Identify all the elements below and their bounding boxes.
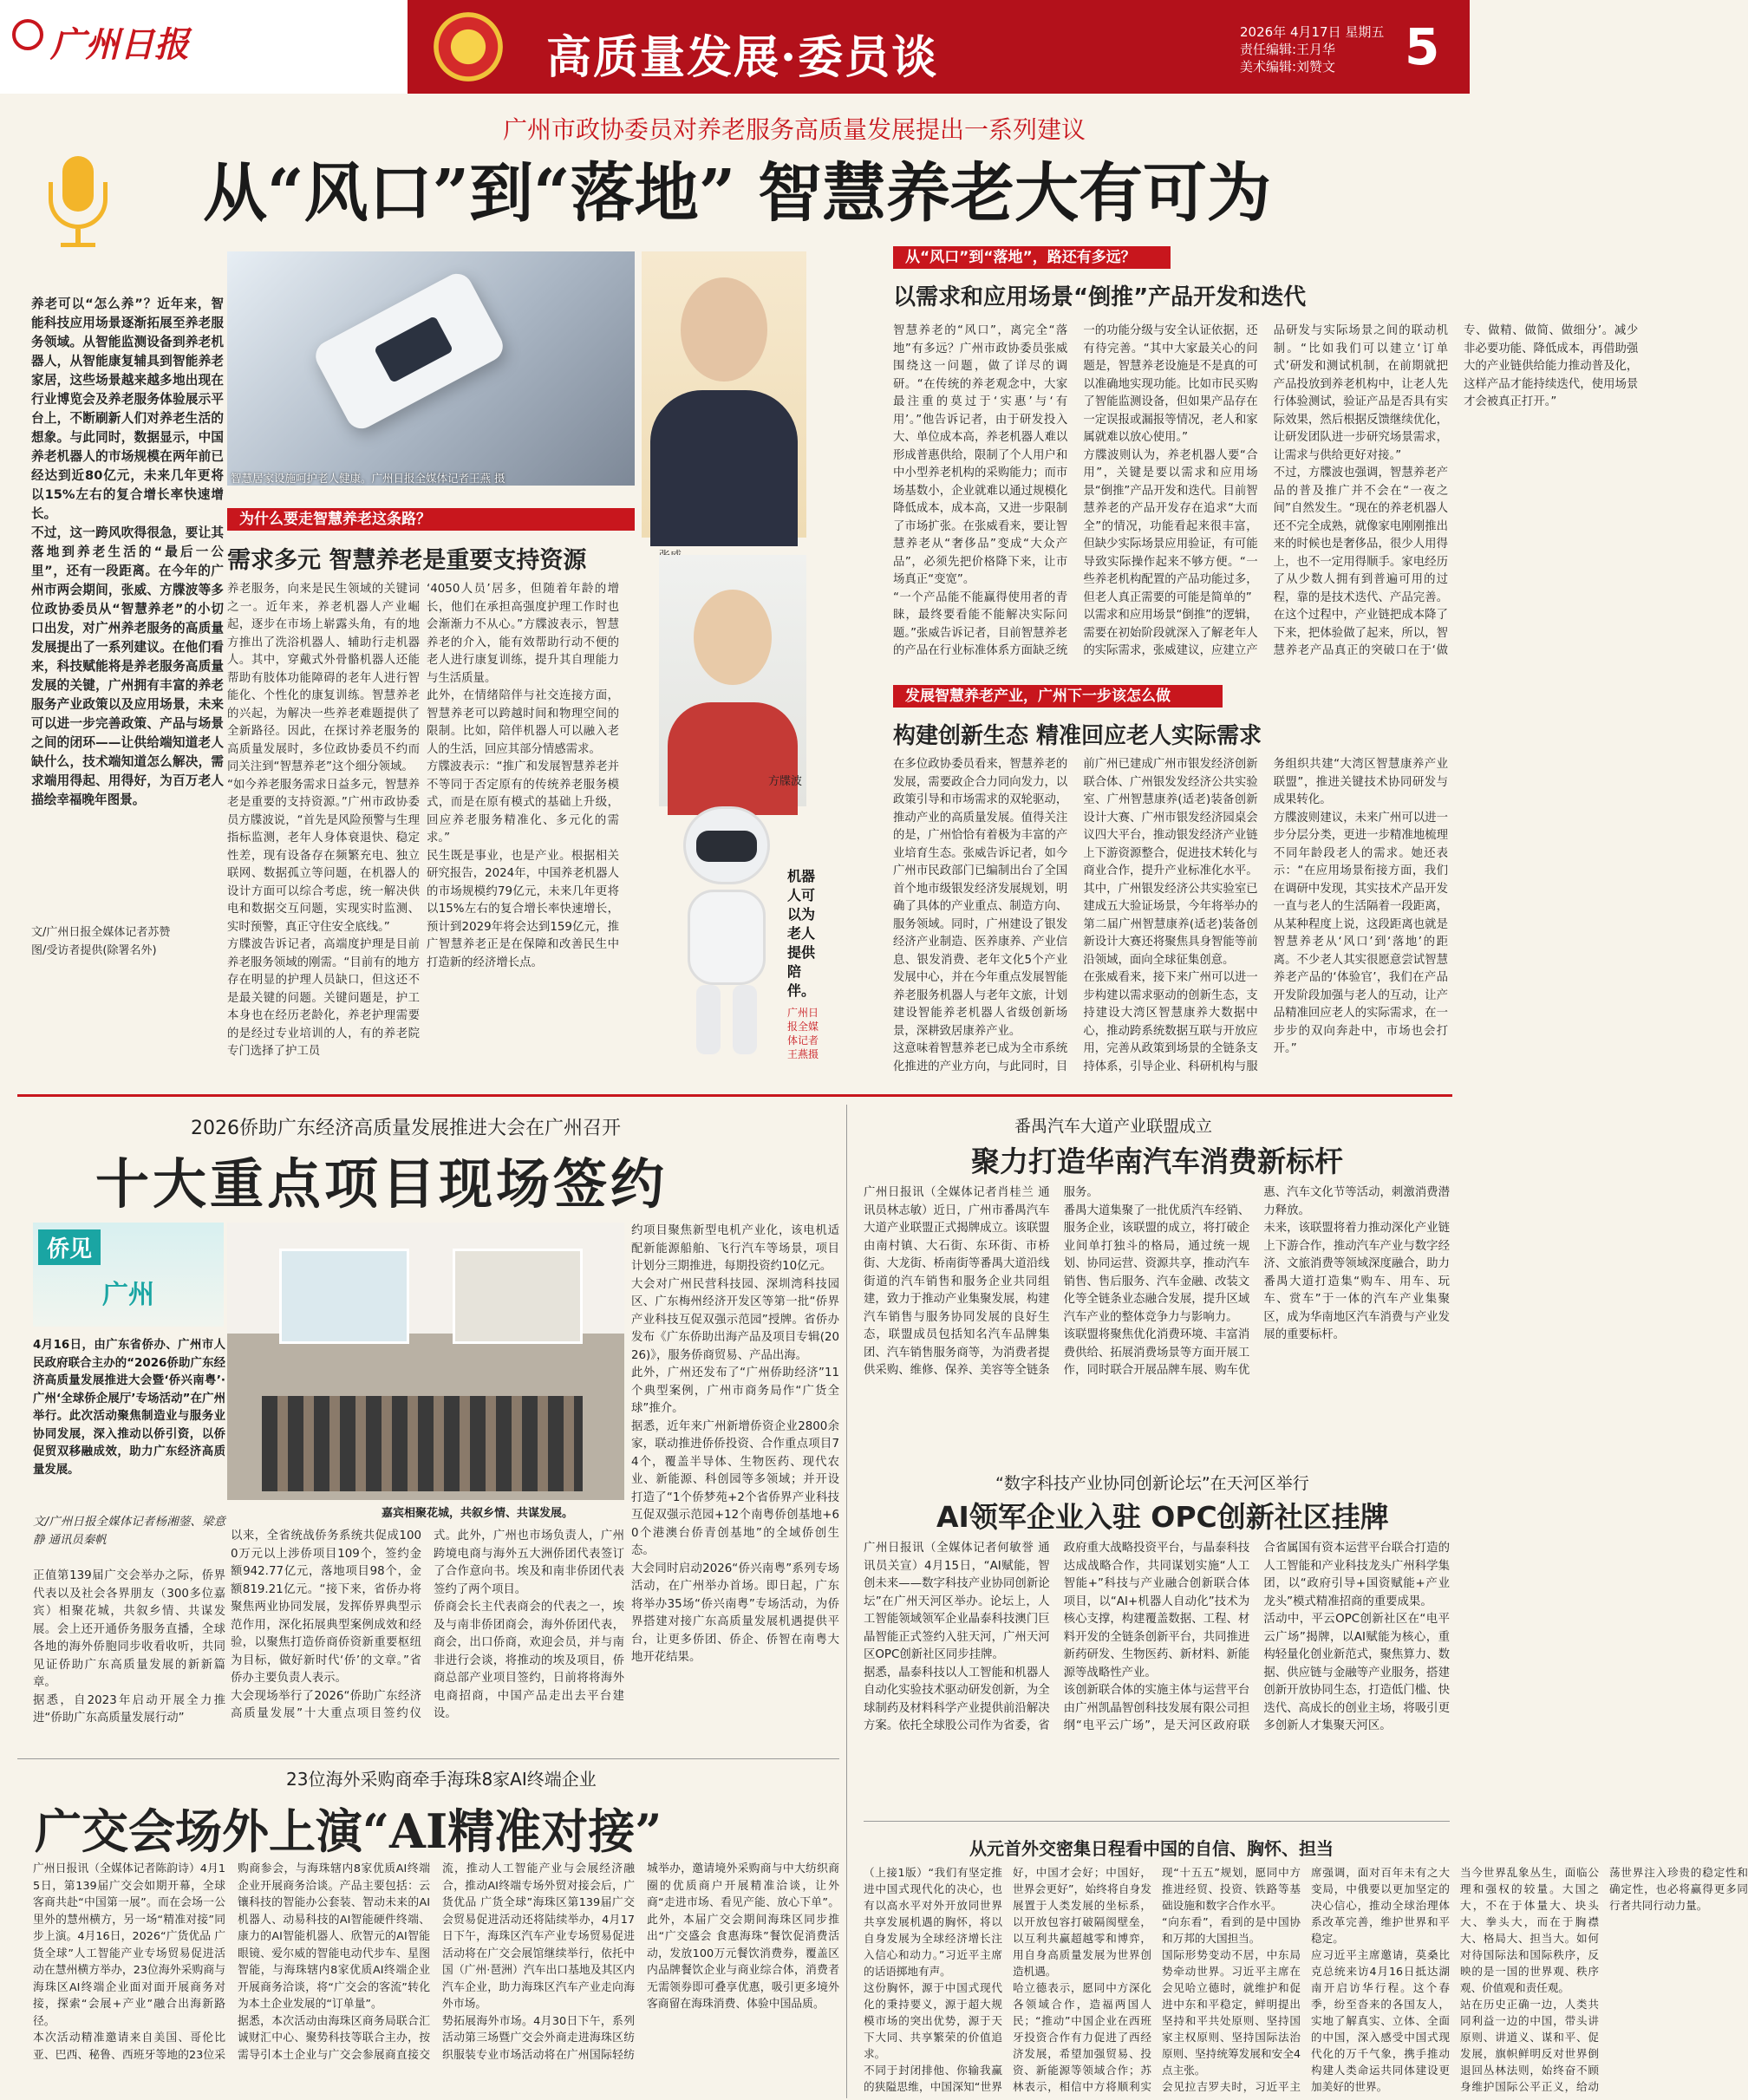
portrait-zhangwei: [642, 251, 806, 538]
smart-home-photo: [227, 251, 635, 486]
newspaper-logo: 广州日报: [50, 24, 189, 65]
section2-body: 智慧养老的“风口”，离完全“落地”有多远？广州市政协委员张威围绕这一问题，做了详尽的调研。“在传统的养老观念中，大家最注重的莫过于‘实惠’与‘有用’。”他告诉记者，由于研发投入大、单位成本高，养老机器人难以形成普惠供给，限制了个人用户和中小型养老机构的采购能力；而市场基数小，企业就难以通过规模化降低成本，成本高，又进一步限制了市场扩张。在张威看来，要让智慧养老从“奢侈品”变成“大众产品”，必须先把价格降下来，让市场真正“变宽”。 “一个产品能不能赢得使用者的青睐，最终要看能不能解决实际问题。”张威告诉记者，目前智慧养老的产品在行业标准体系方面缺乏统一的功能分级与安全认证依据，还有待完善。“其中大家最关心的问题是，智慧养老设施是不是真的可以准确地实现功能。比如市民买购了智能监测设备，但如果产品存在一定误报或漏报等情况，老人和家属就难以放心使用。” 方牒波则认为，养老机器人要“合用”，关键是要以需求和应用场景“倒推”产品开发和迭代。目前智慧养老的产品开发存在追求“大而全”的情况，功能看起来很丰富，但缺少实际场景应用验证，有可能导致实际操作起来不够方便。“一些养老机构配置的产品功能过多，但老人真正需要的可能是简单的” 以需求和应用场景“倒推”的逻辑，需要在初始阶段就深入了解老年人的实际需求，张威建议，应建立产品研发与实际场景之间的联动机制。“比如我们可以建立‘订单式’研发和测试机制，在前期就把产品投放到养老机构中，让老人先行体验测试，验证产品是否具有实际效果，然后根据反馈继续优化，让研发团队进一步研究场景需求，让需求与供给更好对接。” 不过，方牒波也强调，智慧养老产品的普及推广并不会在“一夜之间”自然发生。“现在的养老机器人还不完全成熟，就像家电刚刚推出来的时候也是奢侈品，很少人用得上，也不一定用得顺手。家电经历了从少数人拥有到普遍可用的过程，靠的是技术迭代、产品完善。在这个过程中，产业链把成本降了下来，把体验做了起来，所以，智慧养老产品真正的突破口在于‘做专、做精、做简、做细分’。减少非必要功能、降低成本，再借助强大的产业链供给能力推动普及化，这样产品才能持续迭代，使用场景才会被真正打开。”: [893, 324, 1639, 657]
b1-badge: [33, 1223, 224, 1327]
b5-kicker: 23位海外采购商牵手海珠8家AI终端企业: [286, 1769, 597, 1790]
section2-tag: 从“风口”到“落地”，路还有多远？: [893, 246, 1171, 269]
b1-lead: 4月16日，由广东省侨办、广州市人民政府联合主办的“2026侨助广东经济高质量发展推进大会暨‘侨兴南粤’·广州‘全球侨企展厅’专场活动”在广州举行。此次活动聚焦制造业与服务业协同发展，深入推动以侨引资，以侨促贸双移融成效，助力广东经济高质量发展。: [33, 1339, 225, 1477]
b1-badge-label1: 侨见: [38, 1229, 101, 1265]
page-number: 5: [1405, 17, 1440, 76]
b5-body: 广州日报讯（全媒体记者陈韵诗）4月15日，第139届广交会如期开幕，全球客商共赴“中国第一展”。而在会场一公里外的慧州横方，另一场“精准对接”同步上演。4月16日，2026“广货优品 广货全球”人工智能产业专场贸易促进活动在慧州横方举办，23位海外采购商与海珠区AI终端企业面对面开展商务对接，探索“会展+产业”融合出海新路径。 本次活动精准邀请来自美国、哥伦比亚、巴西、秘鲁、西班牙等地的23位采购商参会，与海珠辖内8家优质AI终端企业开展商务洽谈。产品主要包括：云镶科技的智能办公套装、智动未来的AI机器人、动易科技的AI智能硬件终端、康力的AI智能机器人、欣智元的AI智能眼镜、爱尔威的智能电动代步车、星图智能，与海珠辖内8家优质AI终端企业开展商务洽谈，将“广交会的客流”转化为本土企业发展的“订单量”。 据悉，本次活动由海珠区商务局联合汇诚财汇中心、聚势科技等联合主办，按需导引本土企业与广交会参展商直接交流，推动人工智能产业与会展经济融合，推动AI终端专场外贸对接会后，广货优品 广货全球”海珠区第139届广交会贸易促进活动还将陆续举办，4月17日下午，海珠区汽车产业专场贸易促进活动将在广交会展馆继续举行，依托中国（广州·琶洲）汽车出口基地及其区内汽车企业，助力海珠区汽车产业走向海外市场。 势拓展海外市场。4月30日下午，系列活动第三场暨广交会外商走进海珠区纺织服装专业市场活动将在广州国际轻纺城举办，邀请境外采购商与中大纺织商圈的优质商户开展精准洽谈，让外商“走进市场、看见产能、放心下单”。此外，本届广交会期间海珠区同步推出“广交盛会 食惠海珠”餐饮促消费活动，发放100万元餐饮消费券，覆盖区内品牌餐饮企业与商业综合体，消费者无需领券即可叠享优惠，吸引更多境外客商留在海珠消费、体验中国品质。: [33, 1862, 839, 2062]
section-title: 高质量发展·委员谈: [546, 31, 939, 84]
section3-heading: 构建创新生态 精准回应老人实际需求: [893, 723, 1262, 749]
robot-photo: [666, 806, 787, 1066]
robot-credit: 广州日报全媒体记者王燕摄: [787, 1007, 819, 1060]
b1-headline: 十大重点项目现场签约: [95, 1152, 669, 1216]
section3-body: 在多位政协委员看来，智慧养老的发展，需要政企合力同向发力，以政策引导和市场需求的双轮驱动，推动产业的高质量发展。值得关注的是，广州恰恰有着极为丰富的产业培育生态。张威告诉记者，如今广州市民政部门已编制出台了全国首个地市级银发经济发展规划，明确了具体的产业重点、制造方向、服务领域。同时，广州建设了银发经济产业制造、医养康养、产业信息、银发消费、老年文化5个产业发展中心，并在今年重点发展智能养老服务机器人与老年文旅，计划建设智能养老机器人省级创新场景，深耕致居康养产业。 这意味着智慧养老已成为全市系统化推进的产业方向，与此同时，目前广州已建成广州市银发经济创新联合体、广州银发发经济公共实验室、广州智慧康养(适老)装备创新设计大赛、广州市银发经济园桌会议四大平台，推动银发经济产业链上下游资源整合，促进技术转化与商业合作，提升产业标准化水平。其中，广州银发经济公共实验室已建成五大验证场景，今年将举办的第二届广州智慧康养(适老)装备创新设计大赛还将聚焦具身智能等前沿领域，面向全球征集创意。 在张威看来，接下来广州可以进一步构建以需求驱动的创新生态，支持建设大湾区智慧康养大数据中心，推动跨系统数据互联与开放应用，完善从政策到场景的全链条支持体系，引导企业、科研机构与服务组织共建“大湾区智慧康养产业联盟”，推进关键技术协同研发与成果转化。 方牒波则建议，未来广州可以进一步分层分类，更进一步精准地梳理不同年龄段老人的需求。她还表示：“在应用场景衔接方面，我们在调研中发现，其实技术产品开发一直与老人的生活隔着一段距离，从某种程度上说，这段距离也就是智慧养老从‘风口’到‘落地’的距离。不少老人其实很愿意尝试智慧养老产品的‘体验官’，我们在产品开发阶段加强与老人的互动，让产品精准回应老人的实际需求，在一步步的双向奔赴中，市场也会打开。”: [893, 758, 1448, 1073]
b2-kicker: 番禺汽车大道产业联盟成立: [1014, 1117, 1213, 1136]
portrait-fangdiebo: [659, 555, 806, 806]
section-band: [408, 0, 1470, 94]
b4-headline: 从元首外交密集日程看中国的自信、胸怀、担当: [969, 1838, 1334, 1859]
b1-photo-caption: 嘉宾相聚花城，共叙乡情、共谋发展。: [382, 1507, 574, 1520]
b2-headline: 聚力打造华南汽车消费新标杆: [971, 1145, 1343, 1178]
news-logo-icon: [12, 19, 43, 50]
divider-b5: [17, 1758, 839, 1759]
lead-intro: 养老可以“怎么养”？近年来，智能科技应用场景逐渐拓展至养老服务领域。从智能监测设备到养老机器人，从智能康复辅具到智能养老家居，这些场景越来越多地出现在行业博览会及养老服务体验展示平台上，不断刷新人们对养老生活的想象。与此同时，数据显示，中国养老机器人的市场规模在两年前已经达到近80亿元，未来几年更将以15%左右的复合增长率快速增长。 不过，这一跨风吹得很急，要让其落地到养老生活的“最后一公里”，还有一段距离。在今年的广州市两会期间，张威、方牒波等多位政协委员从“智慧养老”的小切口出发，对广州养老服务的高质量发展提出了一系列建议。在他们看来，科技赋能将是养老服务高质量发展的关键，广州拥有丰富的养老服务产业政策以及应用场景，未来可以进一步完善政策、产品与场景之间的闭环——让供给端知道老人缺什么，技术端知道怎么解决，需求端用得起、用得好，为百万老人描绘幸福晚年图景。: [31, 297, 224, 807]
masthead: [0, 0, 1470, 94]
divider-b4: [864, 1821, 1450, 1822]
robot-caption: 机器人可以为老人提供陪伴。: [787, 868, 816, 999]
b1-body-3: 约项目聚焦新型电机产业化，该电机适配新能源船舶、飞行汽车等场景，项目计划分三期推进，每期投资约10亿元。 大会对广州民营科技园、深圳湾科技园区、广东梅州经济开发区等第一批“侨界产业科技互促双强示范园”授牌。省侨办发布《广东侨助出海产品及项目专辑(2026)》，服务侨商贸易、产品出海。 此外，广州还发布了“广州侨助经济”11个典型案例，广州市商务局作“广货全球”推介。 据悉，近年来广州新增侨资企业2800余家，联动推进侨侨投资、合作重点项目74个，覆盖半导体、生物医药、现代农业、新能源、科创园等多领域；并开设打造了“1个侨梦苑+2个省侨界产业科技互促双强示范园+12个南粤侨创基地+60个港澳台侨青创基地”的全域侨创生态。 大会同时启动2026“侨兴南粤”系列专场活动，在广州举办首场。即日起，广东将举办35场“侨兴南粤”专场活动，为侨界搭建对接广东高质量发展机遇提供平台，让更多侨团、侨企、侨智在南粤大地开花结果。: [631, 1224, 839, 1664]
b1-badge-label2: 广州: [102, 1280, 154, 1310]
lead-headline: 从“风口”到“落地” 智慧养老大有可为: [203, 156, 1272, 231]
b1-body-1: 正值第139届广交会举办之际，侨界代表以及社会各界朋友（300多位嘉宾）相聚花城，共叙乡情、共谋发展。会上还开通侨务服务直播，全球各地的海外侨胞同步收看收听，共同见证侨助广东高质量发展的新新篇章。 据悉，自2023年启动开展全力推进“侨助广东高质量发展行动”: [33, 1569, 225, 1725]
art-editor: 美术编辑:刘赞文: [1240, 59, 1336, 75]
section1-heading: 需求多元 智慧养老是重要支持资源: [227, 547, 587, 574]
emblem-icon: [434, 12, 503, 82]
section1-body-a: 养老服务，向来是民生领域的关键词之一。近年来，养老机器人产业崛起，逐步在市场上崭露头角，有的地方推出了洗浴机器人、辅助行走机器人。其中，穿戴式外骨骼机器人还能帮助有肢体功能障碍的老年人进行智能化、个性化的康复训练。智慧养老的兴起，为解决一些养老难题提供了全新路径。因此，在探讨养老服务的高质量发展时，多位政协委员不约而同关注到“智慧养老”这个细分领域。 “如今养老服务需求日益多元，智慧养老是重要的支持资源。”广州市政协委员方牒波说，“首先是风险预警与生理指标监测，老年人身体衰退快、稳定性差，现有设备存在频繁充电、独立联网、数据孤立等问题，在机器人的设计方面可以综合考虑，统一解决供电和数据交互问题，实现实时监测、实时预警，真正守住安全底线。” 方牒波告诉记者，高端度护理是目前养老服务领域的刚需。“目前有的地方存在明显的护理人员缺口，但这还不是最关键的问题。关键问题是，护工本身也在经历老龄化，养老护理需要的是经过专业培训的人，有的养老院专门选择了护工员: [227, 583, 420, 1058]
microphone-icon: [35, 156, 121, 251]
responsible-editor: 责任编辑:王月华: [1240, 42, 1336, 57]
b3-headline: AI领军企业入驻 OPC创新社区挂牌: [936, 1500, 1389, 1534]
b4-body: （上接1版）“我们有坚定推进中国式现代化的决心，也有以高水平对外开放同世界共享发展机遇的胸怀，将以自身发展为全球经济增长注入信心和动力。”习近平主席的话语掷地有声。 这份胸怀，源于中国式现代化的秉持要义，源于超大规模市场的突出优势，源于天下大同、共享繁荣的价值追求。 不同于封闭排他、你输我赢的狭隘思维，中国深知“世界好，中国才会好；中国好，世界会更好”，始终将自身发展置于人类发展的坐标系，以开放包容打破隔阂壁垒，以互利共赢超越零和博弈，用自身高质量发展为世界创造机遇。 哈立德表示，愿同中方深化各领域合作，造福两国人民；“推动”中国企业在西班牙投资合作有力促进了西经济发展，希望加强贸易、投资、新能源等领域合作；苏林表示，相信中方将顺利实现“十五五”规划，愿同中方推进经贸、投资、铁路等基础设施和数字合作水平。 “向东看”，看到的是中国协和万邦的大国担当。 国际形势变动不居，中东局势牵动世界。习近平主席在会见哈立德时，就维护和促进中东和平稳定，鲜明提出坚持和平共处原则、坚持国家主权原则、坚持国际法治原则、坚持统筹发展和安全4点主张。 会见拉吉罗夫时，习近平主席强调，面对百年未有之大变局，中俄要以更加坚定的决心信心，推动全球治理体系改革完善，维护世界和平稳定。 应习近平主席邀请，莫桑比克总统来访4月16日抵达湖南开启访华行程。这个春季，纷至沓来的各国友人，实地了解真实、立体、全面的中国，深入感受中国式现代化的万千气象，携手推动构建人类命运共同体建设更加美好的世界。 当今世界乱象丛生，面临公理和强权的较量。大国之大，不在于体量大、块头大、拳头大，而在于胸襟大、格局大、担当大。如何对待国际法和国际秩序，反映的是一国的世界观、秩序观、价值观和责任观。 站在历史正确一边，人类共同利益一边的中国，带头讲原则、讲道义、谋和平、促发展，旗帜鲜明反对世界倒退回丛林法则，始终奋不顾身维护国际公平正义，给动荡世界注入珍贵的稳定性和确定性，也必将赢得更多同行者共同行动力量。: [864, 1866, 1748, 2093]
section3-tag: 发展智慧养老产业，广州下一步该怎么做: [893, 685, 1223, 708]
b1-event-photo: [227, 1223, 624, 1500]
b3-kicker: “数字科技产业协同创新论坛”在天河区举行: [995, 1474, 1309, 1493]
lead-kicker: 广州市政协委员对养老服务高质量发展提出一系列建议: [503, 115, 1086, 144]
b5-headline: 广交会场外上演“AI精准对接”: [35, 1803, 662, 1859]
person-name-fangdiebo: 方牒波: [768, 775, 803, 788]
b3-body: 广州日报讯（全媒体记者何敏誉 通讯员关宣）4月15日，“AI赋能，智创未来——数字科技产业协同创新论坛”在广州天河区举办。论坛上，人工智能领域领军企业晶泰科技澳门巨晶智能正式签约入驻天河，广州天河区OPC创新社区同步挂牌。 据悉，晶泰科技以人工智能和机器人自动化实验技术驱动研发创新，为全球制药及材料科学产业提供前沿解决方案。依托全球股公司作为省委，省政府重大战略投资平台，与晶泰科技达成战略合作，共同谋划实施“人工智能+”科技与产业融合创新联合体项目，以“AI+机器人自动化”技术为核心支撑，构建覆盖数据、工程、材料开发的全链条创新平台，共同推进新药研发、生物医药、新材料、新能源等战略性产业。 该创新联合体的实施主体与运营平台由广州凯晶智创科技发展有限公司担纲“电平云广场”，是天河区政府联合省属国有资本运营平台联合打造的人工智能和产业科技龙头广州科学集团，以“政府引导+国资赋能+产业龙头”模式精准招商的重要成果。 活动中，平云OPC创新社区在“电平云广场”揭牌，以AI赋能为核心，重构轻量化创业新范式，聚焦算力、数据、供应链与金融等产业服务，搭建创新开放协同生态，打造低门槛、快迭代、高成长的创业主场，将吸引更多创新人才集聚天河区。: [864, 1542, 1450, 1732]
section1-body-b: ‘4050人员’居多，但随着年龄的增长，他们在承担高强度护理工作时也会渐渐力不从心。”方牒波表示，智慧养老的介入，能有效帮助行动不便的老人进行康复训练，提升其自理能力与生活质量。 此外，在情绪陪伴与社交连接方面，智慧养老可以跨越时间和物理空间的限制。比如，陪伴机器人可以融入老人的生活，回应其部分情感需求。 方牒波表示：“推广和发展智慧养老并不等同于否定原有的传统养老服务模式，而是在原有模式的基础上升级，回应养老服务精准化、多元化的需求。” 民生既是事业，也是产业。根据相关研究报告，2024年，中国养老机器人的市场规模约79亿元，未来几年更将以15%左右的复合增长率快速增长，预计到2029年将会达到159亿元，推广智慧养老正是在保障和改善民生中打造新的经济增长点。: [427, 583, 619, 969]
section1-tag: 为什么要走智慧养老这条路？: [227, 508, 635, 531]
lead-byline: 文/广州日报全媒体记者苏赞 图/受访者提供(除署名外): [31, 926, 171, 957]
b1-byline: 文/广州日报全媒体记者杨湘蓥、梁意静 通讯员秦帆: [33, 1516, 225, 1547]
b2-body: 广州日报讯（全媒体记者肖桂兰 通讯员林志敏）近日，广州市番禺汽车大道产业联盟正式揭牌成立。该联盟由南村镇、大石街、东环街、市桥街、大龙街、桥南街等番禺大道沿线街道的汽车销售和服务企业共同组建，致力于推动产业集聚发展，构建汽车销售与服务协同发展的良好生态，联盟成员包括知名汽车品牌集团、汽车销售服务商等，为消费者提供采购、维修、保养、美容等全链条服务。 番禺大道集聚了一批优质汽车经销、服务企业，该联盟的成立，将打破企业间单打独斗的格局，通过统一规划、协同运营、资源共享，推动汽车销售、售后服务、汽车金融、改装文化等全链条业态融合发展，提升区域汽车产业的整体竞争力与影响力。 该联盟将聚焦优化消费环境、丰富消费供给、拓展消费场景等方面开展工作，同时联合开展品牌车展、购车优惠、汽车文化节等活动，刺激消费潜力释放。 未来，该联盟将着力推动深化产业链上下游合作，推动汽车产业与数字经济、文旅消费等领域深度融合，助力番禺大道打造集“购车、用车、玩车、赏车”于一体的汽车产业集聚区，成为华南地区汽车消费与产业发展的重要标杆。: [864, 1186, 1450, 1377]
divider-vert: [846, 1105, 847, 2098]
section2-heading: 以需求和应用场景“倒推”产品开发和迭代: [893, 284, 1307, 310]
divider-mid: [17, 1094, 1452, 1097]
smart-home-caption: 智慧居家设施呵护老人健康。广州日报全媒体记者王燕 摄: [231, 472, 505, 485]
b1-body-2: 以来，全省统战侨务系统共促成1000万元以上涉侨项目109个，签约金额942.77亿元，落地项目98个，金额819.21亿元。“接下来，省侨办将聚焦两业协同发展，发挥侨界典型示范作用，深化拓展典型案例成效和经验，以聚焦打造侨商侨资新重要枢纽为目标，做好新时代‘侨’的文章。”省侨办主要负责人表示。 大会现场举行了2026“侨助广东经济高质量发展”十大重点项目签约仪式。此外，广州也市场负责人，广州跨境电商与海外五大洲侨团代表签订了合作意向书。埃及和南非侨团代表签约了两个项目。 侨商会长主代表商会的代表之一，埃及与南非侨团商会，海外侨团代表，商会，出口侨商，欢迎会员，并与南非进行会谈，将推动的埃及项目，侨商总部产业项目签约，日前将将海外电商招商，中国产品走出去平台建设。: [231, 1529, 624, 1720]
b1-kicker: 2026侨助广东经济高质量发展推进大会在广州召开: [191, 1118, 621, 1139]
issue-date: 2026年 4月17日 星期五: [1240, 24, 1385, 40]
